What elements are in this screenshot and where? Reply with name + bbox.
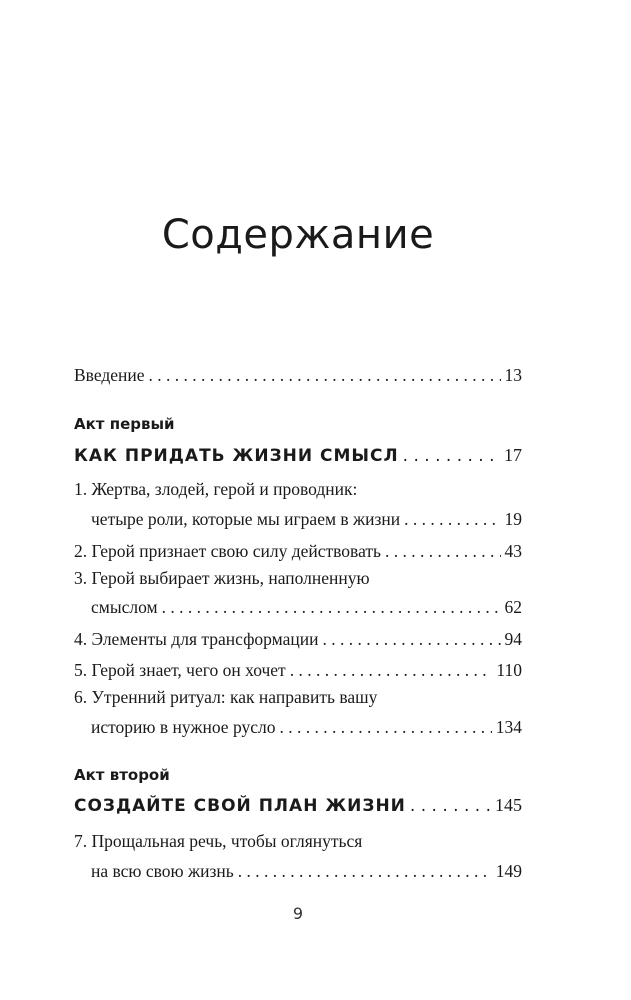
toc-entry-page: 94 [504, 629, 522, 649]
toc-entry-intro[interactable] [74, 360, 522, 386]
toc-chapter-entry[interactable] [74, 592, 522, 618]
toc-chapter-entry[interactable] [74, 655, 522, 681]
toc-part-heading[interactable] [74, 440, 522, 466]
toc-entry-page: 19 [504, 509, 522, 529]
toc-chapter-line[interactable]: 7. Прощальная речь, чтобы оглянуться [74, 831, 363, 851]
toc-entry-label: четыре роли, которые мы играем в жизни [91, 509, 401, 529]
page-number: 9 [292, 904, 304, 923]
toc-entry-label: историю в нужное русло [91, 717, 276, 737]
toc-entry-label: 4. Элементы для трансформации [74, 629, 319, 649]
part-title: КАК ПРИДАТЬ ЖИЗНИ СМЫСЛ [74, 446, 399, 466]
dot-leader [403, 446, 500, 466]
part-title: СОЗДАЙТЕ СВОЙ ПЛАН ЖИЗНИ [74, 796, 406, 816]
toc-entry-label: 5. Герой знает, чего он хочет [74, 660, 286, 680]
toc-entry-page: 110 [496, 660, 522, 680]
toc-chapter-line[interactable]: 3. Герой выбирает жизнь, наполненную [74, 568, 370, 588]
toc-chapter-entry[interactable] [74, 712, 522, 738]
dot-leader [149, 364, 501, 386]
toc-entry-page: 134 [495, 717, 522, 737]
toc-entry-label: 2. Герой признает свою силу действовать [74, 541, 382, 561]
dot-leader [162, 596, 501, 618]
toc-entry-page: 17 [504, 445, 522, 465]
act-label: Акт второй [74, 766, 170, 784]
toc-entry-label: смыслом [91, 597, 158, 617]
page-title: Содержание [161, 212, 435, 258]
toc-entry-page: 149 [495, 861, 522, 881]
toc-entry-page: 13 [504, 365, 522, 385]
toc-entry-page: 145 [495, 795, 522, 815]
dot-leader [410, 796, 491, 816]
dot-leader [385, 540, 500, 562]
toc-chapter-entry[interactable] [74, 856, 522, 882]
dot-leader [238, 860, 492, 882]
toc-part-heading[interactable] [74, 790, 522, 816]
dot-leader [323, 628, 501, 650]
act-label: Акт первый [74, 415, 175, 433]
toc-chapter-entry[interactable] [74, 536, 522, 562]
dot-leader [279, 716, 491, 738]
toc-entry-label: Введение [74, 365, 145, 385]
toc-entry-page: 62 [504, 597, 522, 617]
dot-leader [290, 659, 493, 681]
toc-entry-page: 43 [504, 541, 522, 561]
toc-entry-label: на всю свою жизнь [91, 861, 234, 881]
toc-chapter-line[interactable]: 6. Утренний ритуал: как направить вашу [74, 687, 378, 707]
toc-chapter-entry[interactable] [74, 624, 522, 650]
dot-leader [404, 508, 500, 530]
toc-chapter-line[interactable]: 1. Жертва, злодей, герой и проводник: [74, 479, 358, 499]
toc-chapter-entry[interactable] [74, 504, 522, 530]
